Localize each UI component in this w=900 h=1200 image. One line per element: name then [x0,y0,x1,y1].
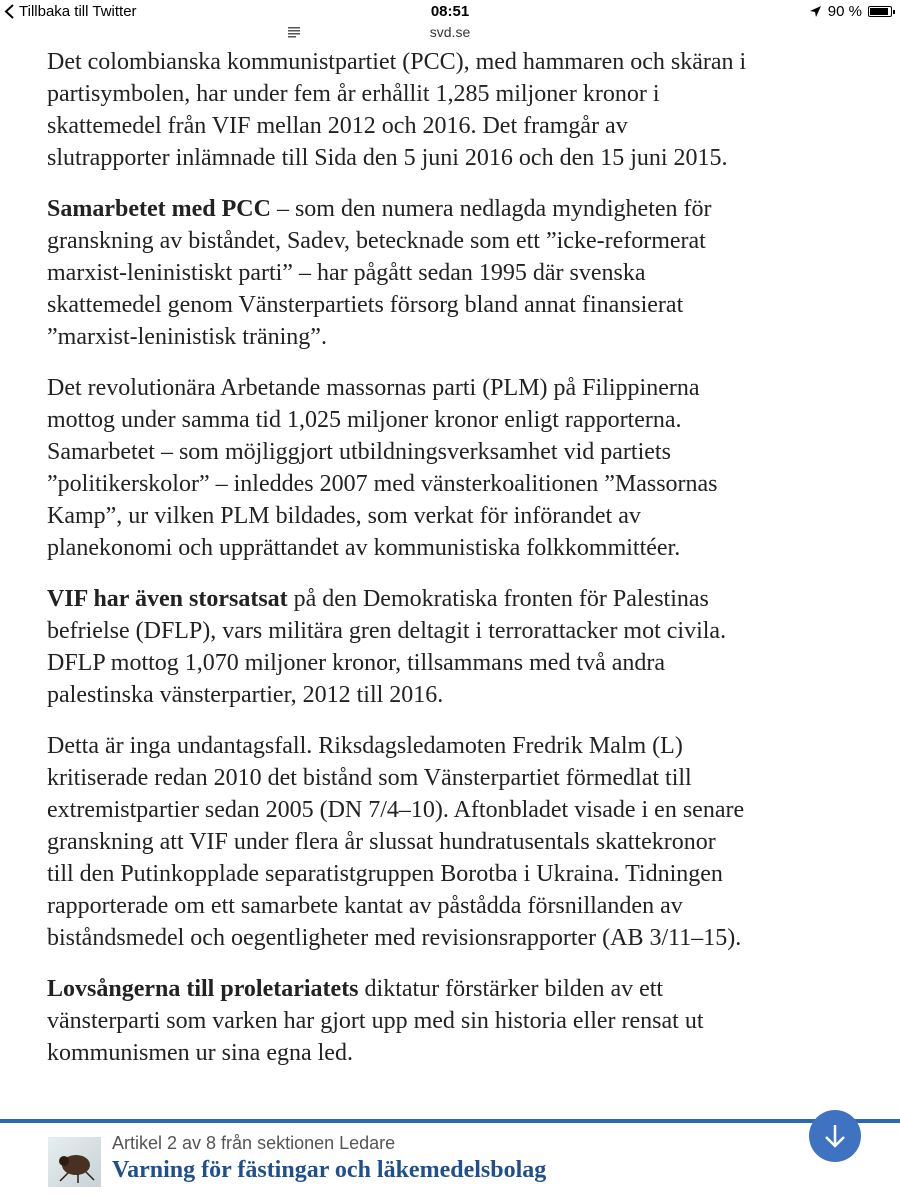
location-arrow-icon [809,5,822,18]
paragraph-2-lead: Samarbetet med PCC [47,196,271,222]
battery-percent: 90 % [827,3,862,20]
paragraph-4 [47,583,747,711]
paragraph-6-lead: Lovsångerna till proletariatets [47,976,359,1002]
next-article-thumbnail [48,1137,101,1187]
url-bar[interactable] [0,23,900,43]
arrow-down-icon [821,1122,849,1150]
next-article-title[interactable]: Varning för fästingar och läkemedelsbolag [112,1157,547,1183]
paragraph-1: Det colombianska kommunistpartiet (PCC), med hammaren och skäran i partisymbolen, har under fem år erhållit 1,285 miljoner kronor i skattemedel från VIF mellan 2012 och 2016. Det framgår av slutrapporter inlämnade till Sida den 5 juni 2016 och den 15 juni 2015. [47,49,747,171]
status-right [809,3,892,20]
paragraph-5: Detta är inga undantagsfall. Riksdagsledamoten Fredrik Malm (L) kritiserade redan 2010 det bistånd som Vänsterpartiet förmedlat till extremistpartier sedan 2005 (DN 7/4–10). Aftonbladet visade i en senare granskning att VIF under flera år slussat hundratusentals skattekronor till den Putinkopplade separatistgruppen Borotba i Ukraina. Tidningen rapporterade om ett samarbete kantat av påstådda försnillanden av biståndsmedel och oegentligheter med revisionsrapporter (AB 3/11–15). [47,733,745,951]
tick-image-icon [48,1137,101,1187]
article-body [47,46,747,1088]
url-domain: svd.se [429,24,471,40]
paragraph-4-lead: VIF har även storsatsat [47,586,288,612]
back-label: Tillbaka till Twitter [19,3,137,20]
clock: 08:51 [430,3,470,20]
paragraph-2-text: – som den numera nedlagda myndigheten för granskning av biståndet, Sadev, betecknade som ett ”icke-reformerat marxist-leninistiskt parti” – har pågått sedan 1995 där svenska skattemedel genom Vänsterpartiets försorg bland annat finansierat ”marxist-leninistisk träning”. [47,196,712,350]
next-article-panel[interactable] [0,1123,900,1200]
paragraph-4-text: på den Demokratiska fronten för Palestinas befrielse (DFLP), vars militära gren deltagit i terrorattacker mot civila. DFLP mottog 1,070 miljoner kronor, tillsammans med två andra palestinska vänsterpartier, 2012 till 2016. [47,586,727,708]
paragraph-6 [47,973,747,1069]
scroll-down-button[interactable] [809,1110,861,1162]
paragraph-3: Det revolutionära Arbetande massornas parti (PLM) på Filippinerna mottog under samma tid 1,025 miljoner kronor enligt rapporterna. Samarbetet – som möjliggjort utbildningsverksamhet vid partiets ”politikerskolor” – inleddes 2007 med vänsterkoalitionen ”Massornas Kamp”, ur vilken PLM bildades, som verkat för införandet av planekonomi och upprättandet av kommunistiska folkkommittéer. [47,375,718,561]
next-article-meta: Artikel 2 av 8 från sektionen Ledare [112,1133,396,1153]
status-bar [0,0,900,24]
battery-icon [868,6,892,17]
paragraph-2 [47,193,747,353]
paragraph-6-text: diktatur förstärker bilden av ett vänsterparti som varken har gjort upp med sin historia eller rensat ut kommunismen ur sina egna led. [47,976,704,1066]
